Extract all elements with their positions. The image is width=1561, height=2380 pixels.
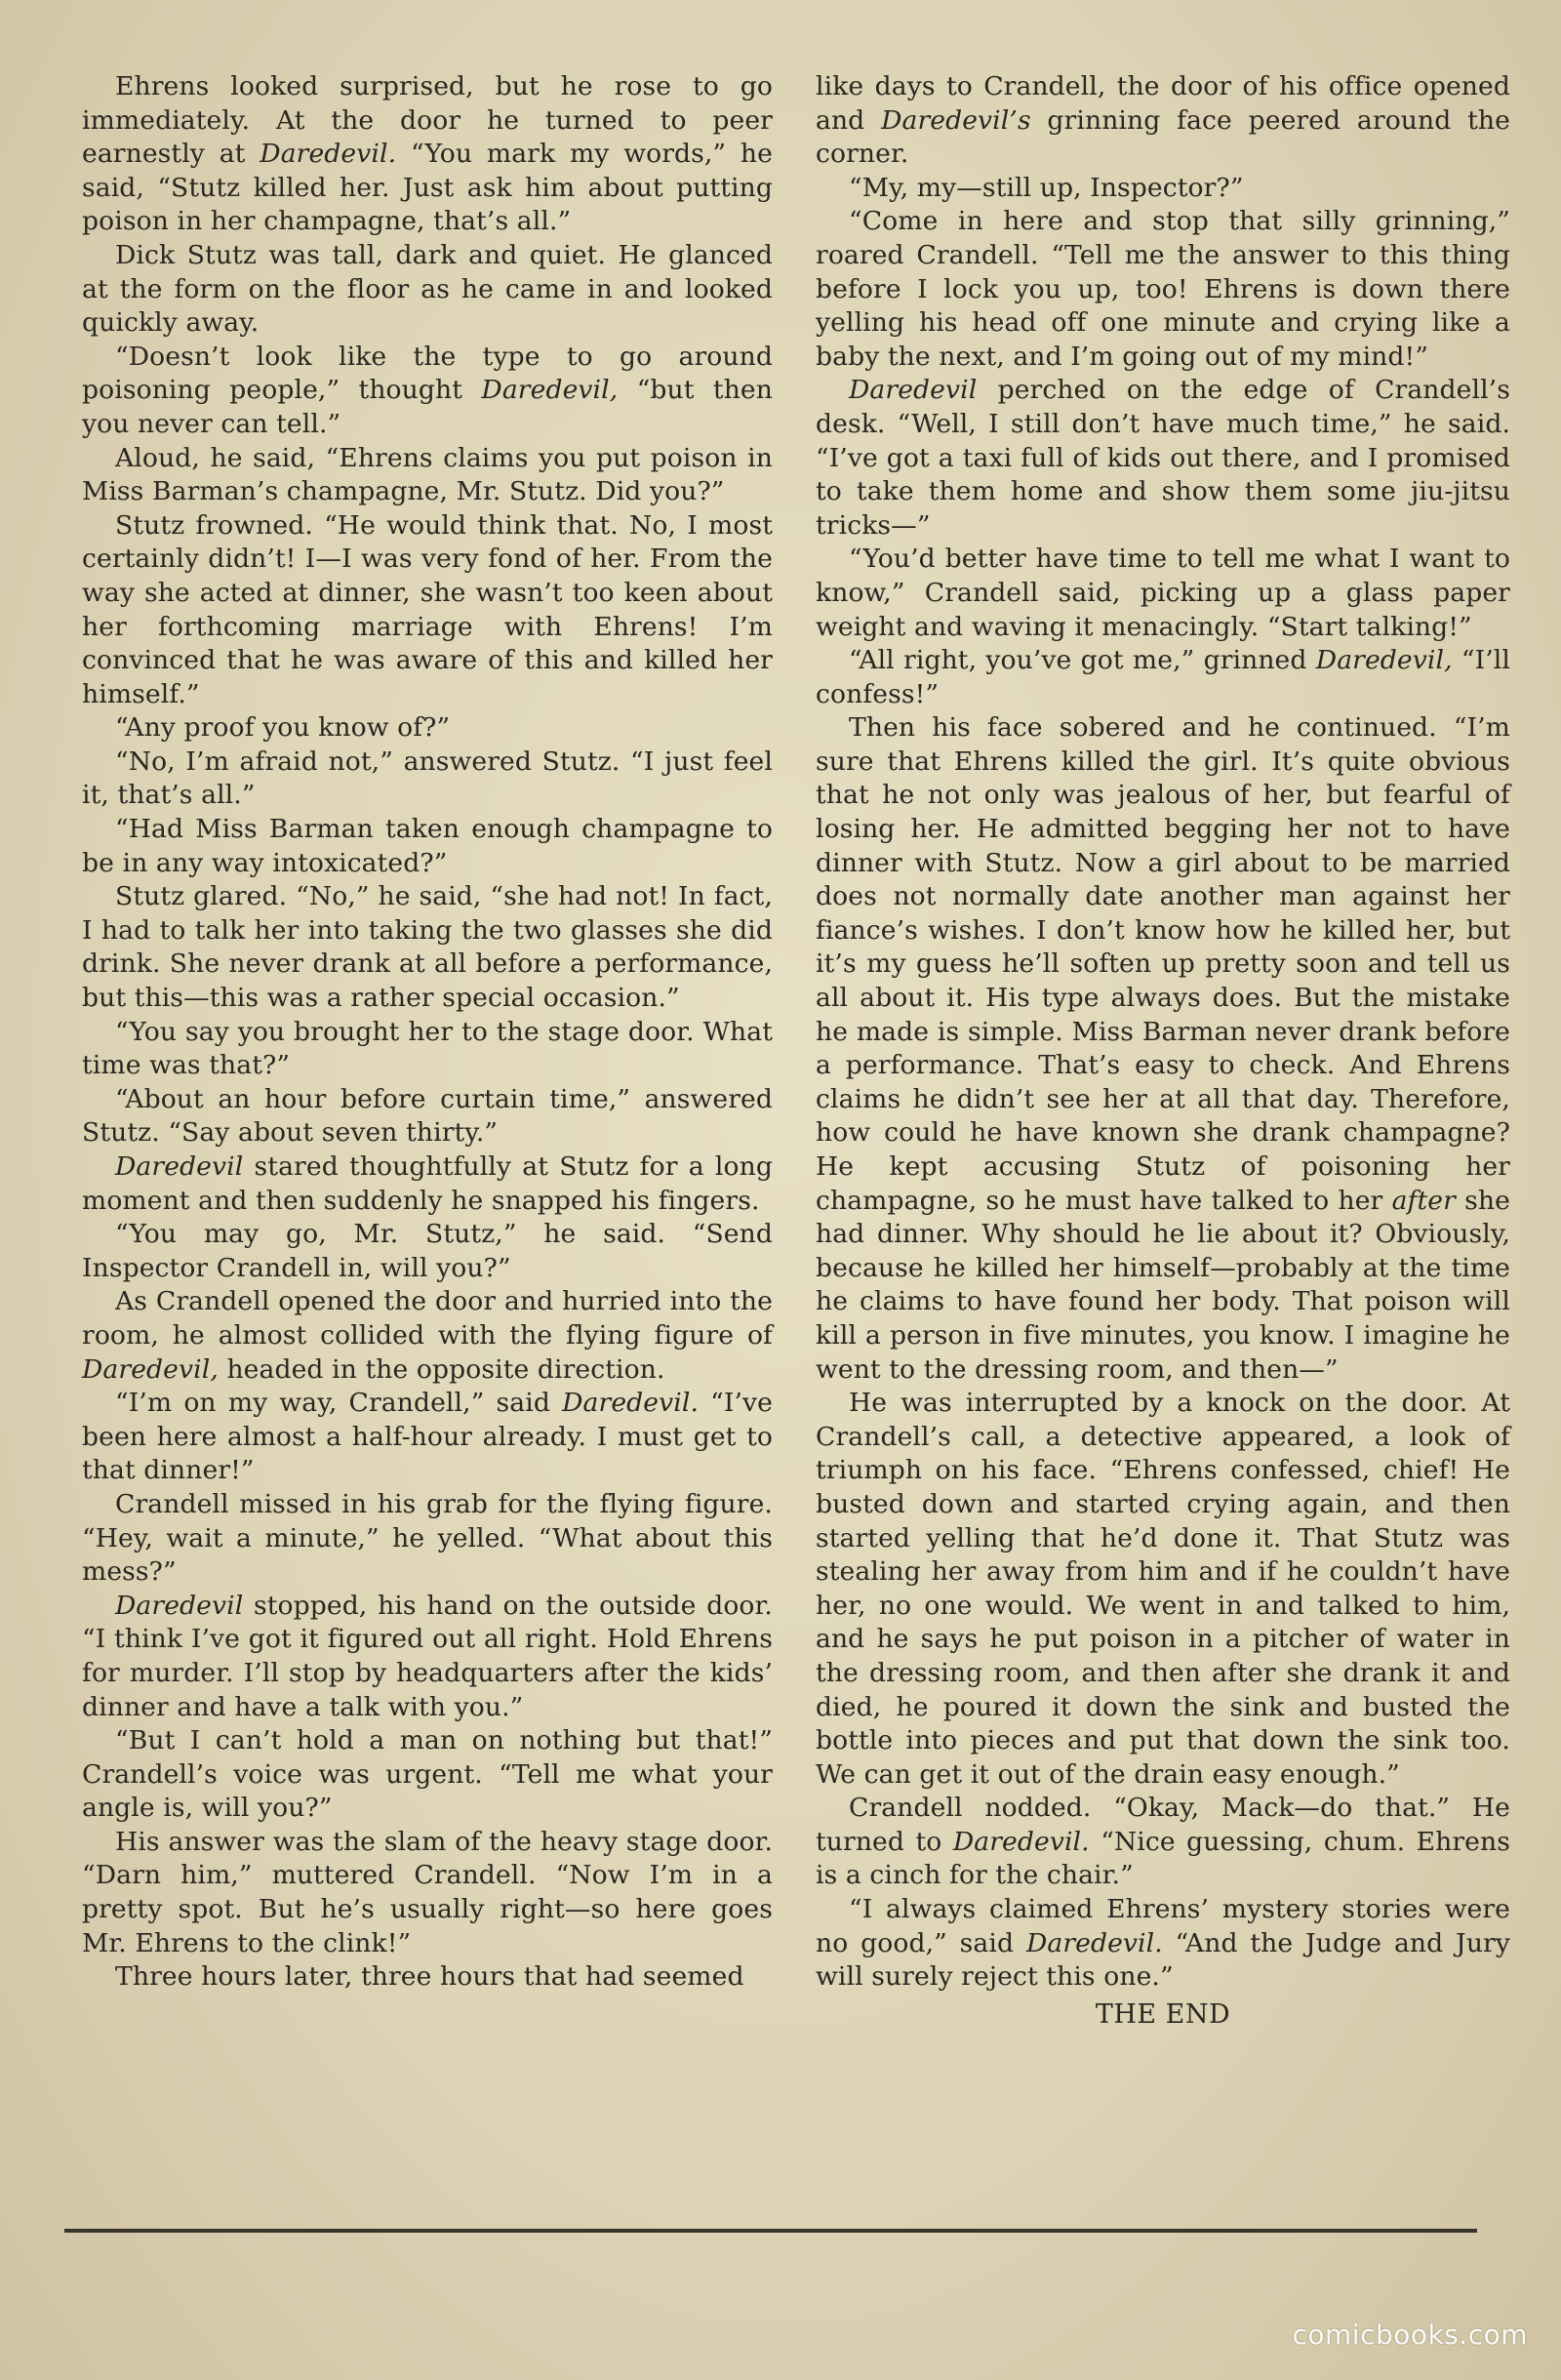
paragraph: Then his face sobered and he continued. “I’m sure that Ehrens killed the girl. It’s quite obvious that he not only was jealous of her, but fearful of losing her. He admitted begging her not to have dinner with Stutz. Now a girl about to be married does not normally date another man against her fiance’s wishes. I don’t know how he killed her, but it’s my guess he’ll soften up pretty soon and tell us all about it. His type always does. But the mistake he made is simple. Miss Barman never drank before a performance. That’s easy to check. And Ehrens claims he didn’t see her at all that day. Therefore, how could he have known she drank champagne? He kept accusing Stutz of poisoning her champagne, so he must have talked to her after she had dinner. Why should he lie about it? Obviously, because he killed her himself—probably at the time he claims to have found her body. That poison will kill a person in five minutes, you know. I imagine he went to the dressing room, and then—” — [816, 712, 1510, 1385]
paragraph: He was interrupted by a knock on the door. At Crandell’s call, a detective appeared, a look of triumph on his face. “Ehrens confessed, chief! He busted down and started crying again, and then started yelling that he’d done it. That Stutz was stealing her away from him and if he couldn’t have her, no one would. We went in and talked to him, and he says he put poison in a pitcher of water in the dressing room, and then after she drank it and died, he poured it down the sink and busted the bottle into pieces and put that down the sink too. We can get it out of the drain easy enough.” — [816, 1388, 1510, 1790]
site-watermark: comicbooks.com — [1292, 2319, 1528, 2351]
paragraph: “You’d better have time to tell me what I want to know,” Crandell said, picking up a glass paper weight and waving it menacingly. “Start talking!” — [816, 544, 1510, 642]
paragraph: “But I can’t hold a man on nothing but that!” Crandell’s voice was urgent. “Tell me what your angle is, will you?” — [82, 1725, 773, 1824]
paragraph: “You may go, Mr. Stutz,” he said. “Send Inspector Crandell in, will you?” — [82, 1219, 773, 1283]
paragraph: Daredevil perched on the edge of Crandell’s desk. “Well, I still don’t have much time,” he said. “I’ve got a taxi full of kids out there, and I promised to take them home and show them some jiu-jitsu tricks—” — [816, 375, 1510, 541]
paragraph: Ehrens looked surprised, but he rose to go immediately. At the door he turned to peer earnestly at Daredevil. “You mark my words,” he said, “Stutz killed her. Just ask him about putting poison in her champagne, that’s all.” — [82, 71, 773, 237]
paragraph: Aloud, he said, “Ehrens claims you put poison in Miss Barman’s champagne, Mr. Stutz. Did you?” — [82, 442, 773, 507]
paragraph: Daredevil stared thoughtfully at Stutz for a long moment and then suddenly he snapped his fingers. — [82, 1151, 773, 1216]
paragraph: Three hours later, three hours that had seemed — [115, 1961, 744, 1993]
bottom-rule — [64, 2229, 1477, 2233]
paragraph: Crandell nodded. “Okay, Mack—do that.” He turned to Daredevil. “Nice guessing, chum. Ehrens is a cinch for the chair.” — [816, 1793, 1510, 1891]
paragraph: Stutz frowned. “He would think that. No, I most certainly didn’t! I—I was very fond of her. From the way she acted at dinner, she wasn’t too keen about her forthcoming marriage with Ehrens! I’m convinced that he was aware of this and killed her himself.” — [82, 509, 773, 709]
paragraph: Daredevil stopped, his hand on the outside door. “I think I’ve got it figured out all right. Hold Ehrens for murder. I’ll stop by headquarters after the kids’ dinner and have a talk with you.” — [82, 1590, 773, 1722]
paragraph: “Any proof you know of?” — [115, 712, 451, 744]
paragraph: “No, I’m afraid not,” answered Stutz. “I just feel it, that’s all.” — [82, 746, 773, 811]
paragraph: “My, my—still up, Inspector?” — [849, 172, 1244, 203]
paragraph: His answer was the slam of the heavy stage door. “Darn him,” muttered Crandell. “Now I’m in a pretty spot. But he’s usually right—so here goes Mr. Ehrens to the clink!” — [82, 1826, 773, 1958]
paragraph: “I always claimed Ehrens’ mystery stories were no good,” said Daredevil. “And the Judge and Jury will surely reject this one.” — [816, 1894, 1510, 1993]
paragraph: “Doesn’t look like the type to go around poisoning people,” thought Daredevil, “but then you never can tell.” — [82, 341, 773, 439]
paragraph: “All right, you’ve got me,” grinned Daredevil, “I’ll confess!” — [816, 645, 1510, 709]
paragraph: “Come in here and stop that silly grinning,” roared Crandell. “Tell me the answer to this thing before I lock you up, too! Ehrens is down there yelling his head off one minute and crying like a baby the next, and I’m going out of my mind!” — [816, 206, 1510, 372]
text-column-right — [816, 70, 1510, 2032]
paragraph: “You say you brought her to the stage door. What time was that?” — [82, 1016, 773, 1081]
right-column-paragraphs — [816, 70, 1510, 1995]
paragraph: Stutz glared. “No,” he said, “she had not! In fact, I had to talk her into taking the two glasses she did drink. She never drank at all before a performance, but this—this was a rather special occasion.” — [82, 881, 773, 1014]
paragraph: “About an hour before curtain time,” answered Stutz. “Say about seven thirty.” — [82, 1083, 773, 1149]
paragraph: Dick Stutz was tall, dark and quiet. He glanced at the form on the floor as he came in and looked quickly away. — [82, 239, 773, 339]
paragraph: “I’m on my way, Crandell,” said Daredevil. “I’ve been here almost a half-hour already. I must get to that dinner!” — [82, 1388, 774, 1486]
the-end-label: THE END — [1095, 1998, 1231, 2030]
paragraph: like days to Crandell, the door of his office opened and Daredevil’s grinning face peered around the corner. — [816, 71, 1510, 170]
text-column-left — [82, 70, 773, 1995]
paragraph: “Had Miss Barman taken enough champagne to be in any way intoxicated?” — [82, 814, 773, 878]
paragraph: As Crandell opened the door and hurried into the room, he almost collided with the flying figure of Daredevil, headed in the opposite direction. — [82, 1286, 773, 1385]
paragraph: Crandell missed in his grab for the flying figure. “Hey, wait a minute,” he yelled. “What about this mess?” — [82, 1488, 773, 1588]
